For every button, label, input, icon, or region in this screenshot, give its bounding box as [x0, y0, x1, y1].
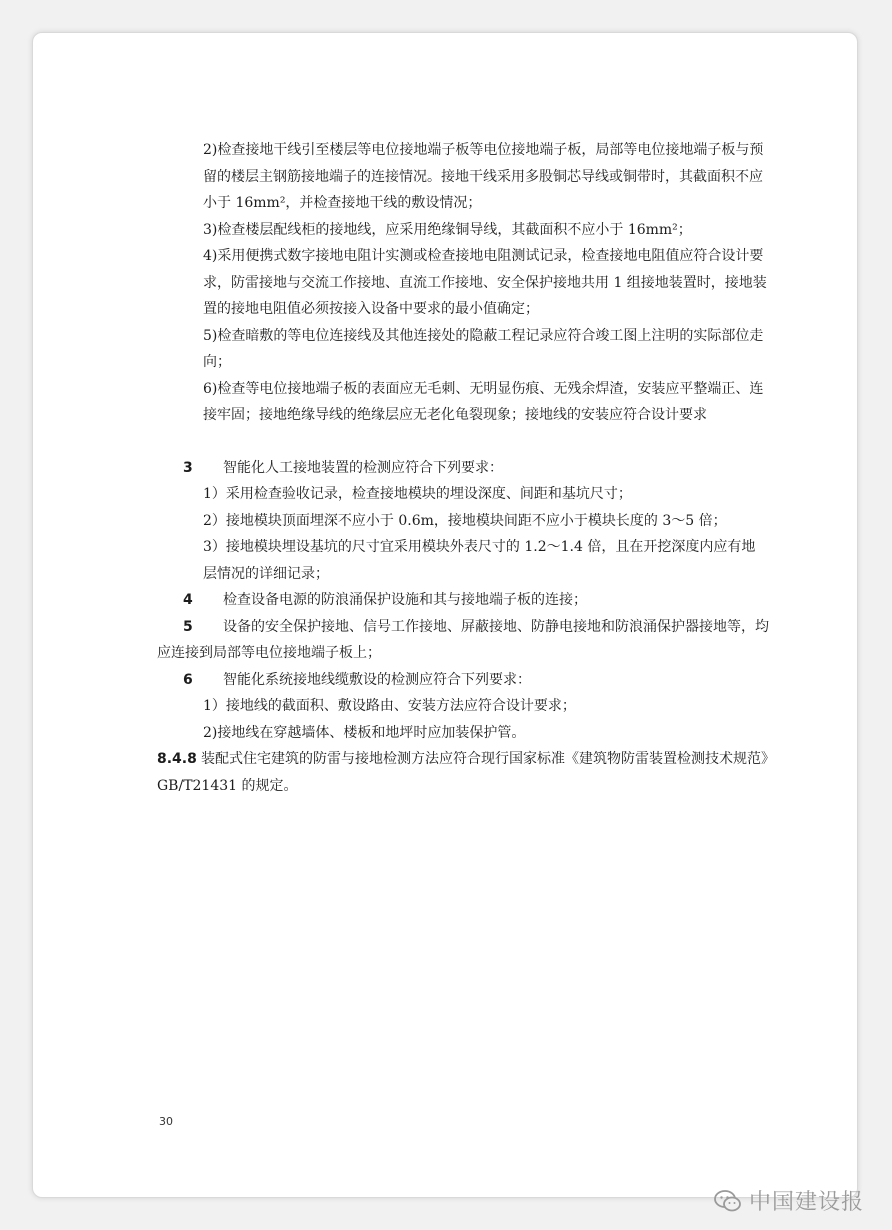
item-3-sub-3: 3）接地模块埋设基坑的尺寸宜采用模块外表尺寸的 1.2～1.4 倍，且在开挖深度内应有地层情况的详细记录；	[203, 539, 756, 582]
watermark-text: 中国建设报	[748, 1190, 864, 1215]
paragraph-5: 5)检查暗敷的等电位连接线及其他连接处的隐蔽工程记录应符合竣工图上注明的实际部位走向；	[203, 327, 764, 370]
item-6-sub-2: 2)接地线在穿越墙体、楼板和地坪时应加装保护管。	[203, 724, 526, 741]
clause-number: 8.4.8	[157, 751, 197, 767]
item-3	[157, 455, 769, 482]
page-number: 30	[159, 1115, 173, 1128]
item-6	[157, 667, 769, 694]
item-4	[157, 587, 769, 614]
source-watermark	[713, 1185, 864, 1216]
paragraph-4: 4)采用便携式数字接地电阻计实测或检查接地电阻测试记录，检查接地电阻值应符合设计要求，防雷接地与交流工作接地、直流工作接地、安全保护接地共用 1 组接地装置时，接地装置的接地电阻值必须按接入设备中要求的最小值确定；	[203, 248, 767, 317]
item-3-text: 智能化人工接地装置的检测应符合下列要求：	[223, 459, 503, 476]
clause-8-4-8	[157, 746, 769, 799]
document-page	[32, 32, 858, 1198]
item-5-text: 设备的安全保护接地、信号工作接地、屏蔽接地、防静电接地和防浪涌保护器接地等，均应连接到局部等电位接地端子板上；	[157, 618, 769, 661]
paragraph-3: 3)检查楼层配线柜的接地线，应采用绝缘铜导线，其截面积不应小于 16mm²；	[203, 221, 692, 238]
item-6-sub-1: 1）接地线的截面积、敷设路由、安装方法应符合设计要求；	[203, 698, 576, 714]
page-content	[157, 137, 769, 799]
item-3-number: 3	[183, 459, 193, 476]
paragraph-2: 2)检查接地干线引至楼层等电位接地端子板等电位接地端子板，局部等电位接地端子板与预留的楼层主钢筋接地端子的连接情况。接地干线采用多股铜芯导线或铜带时，其截面积不应小于 16mm²，并检查接地干线的敷设情况；	[203, 142, 764, 211]
spacer	[157, 429, 769, 455]
paragraph-6: 6)检查等电位接地端子板的表面应无毛刺、无明显伤痕、无残余焊渣，安装应平整端正、连接牢固；接地绝缘导线的绝缘层应无老化龟裂现象；接地线的安装应符合设计要求	[203, 380, 764, 423]
item-4-number: 4	[183, 592, 193, 608]
item-4-text: 检查设备电源的防浪涌保护设施和其与接地端子板的连接；	[223, 592, 587, 608]
item-6-number: 6	[183, 671, 193, 688]
item-5-number: 5	[183, 618, 193, 635]
item-3-sub-1: 1）采用检查验收记录，检查接地模块的埋设深度、间距和基坑尺寸；	[203, 486, 632, 502]
item-5	[157, 614, 769, 667]
clause-text: 装配式住宅建筑的防雷与接地检测方法应符合现行国家标准《建筑物防雷装置检测技术规范》GB/T21431 的规定。	[157, 751, 768, 794]
item-3-sub-2: 2）接地模块顶面埋深不应小于 0.6m，接地模块间距不应小于模块长度的 3～5 倍；	[203, 512, 727, 529]
wechat-icon	[713, 1189, 743, 1213]
item-6-text: 智能化系统接地线缆敷设的检测应符合下列要求：	[223, 671, 531, 688]
